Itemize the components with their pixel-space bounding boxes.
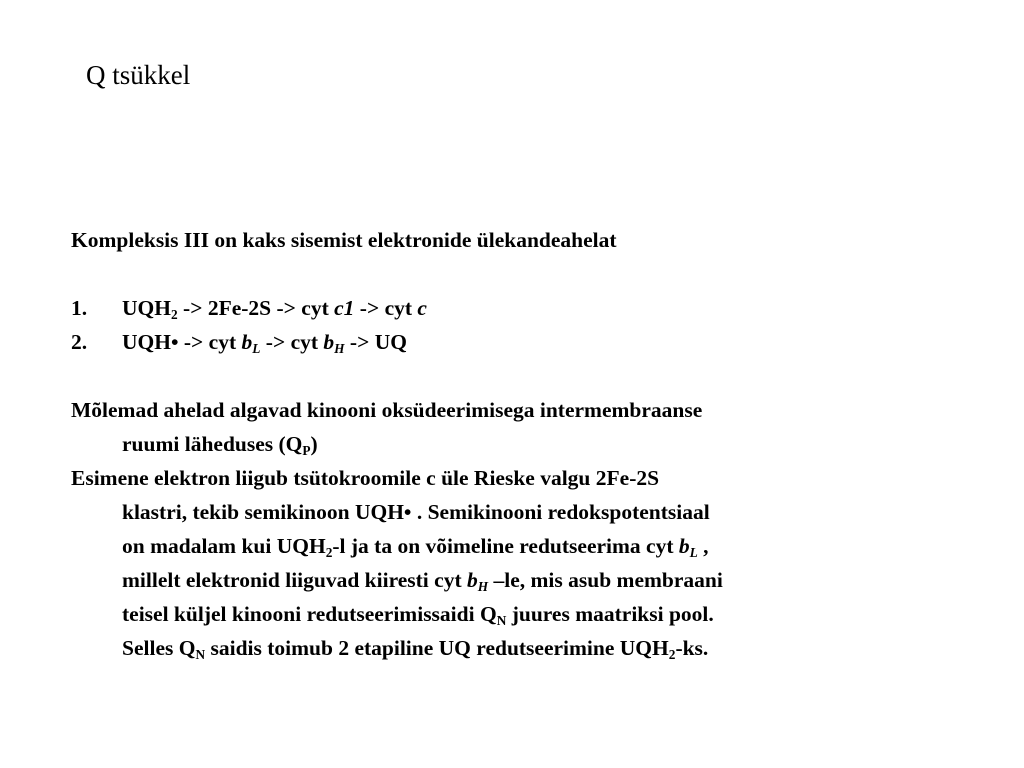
paragraph-2-line-5 <box>71 597 971 631</box>
chain-text: UQH <box>122 296 171 320</box>
subscript-italic: H <box>334 340 345 356</box>
subscript-italic: L <box>252 340 261 356</box>
chain-text: UQH• -> cyt <box>122 330 242 354</box>
subscript-italic: H <box>477 578 489 594</box>
text-run: Selles Q <box>122 636 196 660</box>
subscript: 2 <box>325 544 333 560</box>
chain-italic: b <box>241 330 253 354</box>
subscript <box>334 341 344 356</box>
spacer <box>71 359 971 393</box>
chain-item-2 <box>71 325 971 359</box>
subscript: 2 <box>668 646 676 662</box>
text-run: teisel küljel kinooni redutseerimissaidi Q <box>122 602 497 626</box>
list-number: 1. <box>71 296 88 320</box>
text-run: –le, mis asub membraani <box>488 568 723 592</box>
subscript: P <box>302 442 311 458</box>
text-run: , <box>697 534 709 558</box>
paragraph-1-line-1: Mõlemad ahelad algavad kinooni oksüdeerimisega intermembraanse <box>71 398 703 422</box>
text-run: ruumi läheduses (Q <box>122 432 303 456</box>
text-run: ) <box>310 432 318 456</box>
text-run: millelt elektronid liiguvad kiiresti cyt <box>122 568 467 592</box>
chain-text: -> 2Fe-2S -> cyt <box>177 296 335 320</box>
body-heading: Kompleksis III on kaks sisemist elektronide ülekandeahelat <box>71 228 617 252</box>
list-number: 2. <box>71 330 88 354</box>
text-run: on madalam kui UQH <box>122 534 326 558</box>
subscript: N <box>496 612 507 628</box>
text-run: juures maatriksi pool. <box>506 602 714 626</box>
slide-title: Q tsükkel <box>86 60 191 90</box>
paragraph-2-line-4 <box>71 563 971 597</box>
spacer <box>71 257 971 291</box>
text-run: -l ja ta on võimeline redutseerima cyt <box>332 534 679 558</box>
chain-text: -> cyt <box>260 330 324 354</box>
subscript <box>690 545 698 560</box>
paragraph-2-line-3 <box>71 529 971 563</box>
subscript: N <box>195 646 206 662</box>
slide-body <box>71 223 971 665</box>
chain-text: -> cyt <box>354 296 418 320</box>
text-italic: b <box>678 534 690 558</box>
paragraph-2-line-1: Esimene elektron liigub tsütokroomile c üle Rieske valgu 2Fe-2S <box>71 466 660 490</box>
chain-text: -> UQ <box>344 330 407 354</box>
subscript: 2 <box>170 306 178 322</box>
text-run: -ks. <box>675 636 709 660</box>
paragraph-1-line-2 <box>71 427 971 461</box>
text-run: saidis toimub 2 etapiline UQ redutseerimine UQH <box>205 636 669 660</box>
paragraph-2-line-6 <box>71 631 971 665</box>
chain-item-1 <box>71 291 971 325</box>
chain-italic: c1 <box>334 296 355 320</box>
chain-italic: c <box>417 296 427 320</box>
text-italic: b <box>467 568 478 592</box>
subscript <box>478 579 488 594</box>
subscript-italic: L <box>689 544 698 560</box>
chain-italic: b <box>323 330 335 354</box>
paragraph-2-line-2: klastri, tekib semikinoon UQH• . Semikinooni redokspotentsiaal <box>122 500 710 524</box>
